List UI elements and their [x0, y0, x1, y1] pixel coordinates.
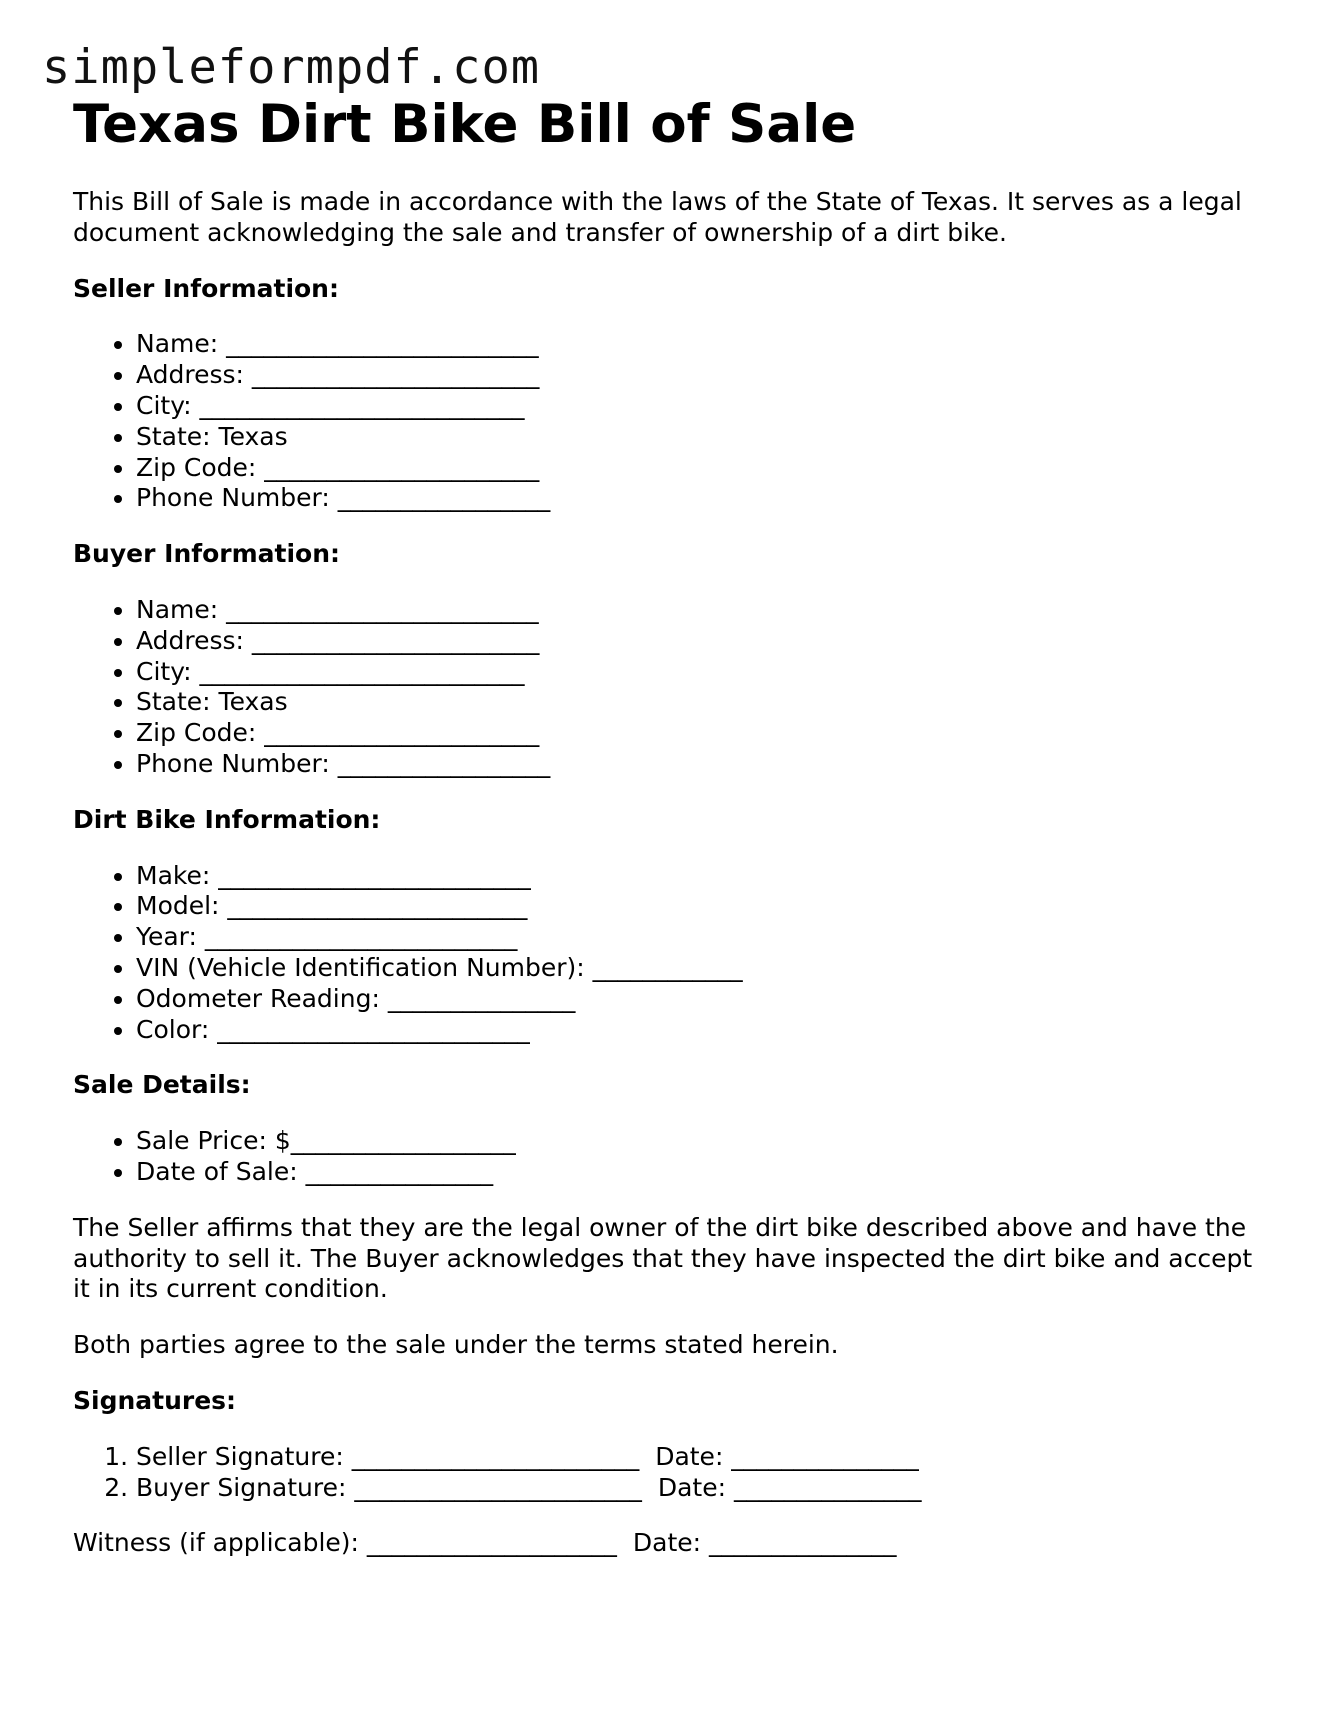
- bill-of-sale-document: [73, 92, 1253, 1559]
- bike-year-field[interactable]: • Year: _________________________: [136, 922, 1253, 953]
- seller-address-field[interactable]: • Address: _______________________: [136, 360, 1253, 391]
- seller-signature-field[interactable]: Seller Signature: _______________________: [136, 1441, 640, 1471]
- bike-heading: Dirt Bike Information:: [73, 804, 381, 834]
- witness-row: [73, 1528, 1253, 1559]
- page-title: Texas Dirt Bike Bill of Sale: [73, 94, 857, 155]
- buyer-heading: Buyer Information:: [73, 539, 341, 569]
- buyer-info-list: [73, 595, 1253, 780]
- seller-info-list: [73, 329, 1253, 514]
- bike-vin-field[interactable]: • VIN (Vehicle Identification Number): ____________: [136, 953, 1253, 984]
- seller-state-field: • State: Texas: [136, 422, 1253, 453]
- buyer-signature-date-field[interactable]: Date: _______________: [657, 1472, 922, 1502]
- seller-city-field[interactable]: • City: __________________________: [136, 391, 1253, 422]
- buyer-phone-field[interactable]: • Phone Number: _________________: [136, 749, 1253, 780]
- buyer-address-field[interactable]: • Address: _______________________: [136, 626, 1253, 657]
- witness-signature-field[interactable]: Witness (if applicable): ____________________: [73, 1528, 617, 1558]
- affirmation-paragraph: The Seller affirms that they are the legal owner of the dirt bike described above and have the authority to sell it. The Buyer acknowledges that they have inspected the dirt bike and accept it in its current condition.: [73, 1212, 1253, 1304]
- buyer-name-field[interactable]: • Name: _________________________: [136, 595, 1253, 626]
- seller-signature-row: [136, 1442, 1253, 1473]
- bike-odometer-field[interactable]: • Odometer Reading: _______________: [136, 984, 1253, 1015]
- witness-date-field[interactable]: Date: _______________: [632, 1528, 897, 1558]
- buyer-state-field: • State: Texas: [136, 687, 1253, 718]
- buyer-signature-row: [136, 1473, 1253, 1504]
- watermark: simpleformpdf.com: [42, 40, 541, 95]
- seller-signature-date-field[interactable]: Date: _______________: [655, 1441, 919, 1471]
- sale-date-field[interactable]: • Date of Sale: _______________: [136, 1157, 1253, 1188]
- sale-price-field[interactable]: • Sale Price: $__________________: [136, 1126, 1253, 1157]
- signatures-heading: Signatures:: [73, 1385, 237, 1415]
- buyer-city-field[interactable]: • City: __________________________: [136, 657, 1253, 688]
- bike-color-field[interactable]: • Color: _________________________: [136, 1015, 1253, 1046]
- seller-phone-field[interactable]: • Phone Number: _________________: [136, 483, 1253, 514]
- bike-model-field[interactable]: • Model: ________________________: [136, 891, 1253, 922]
- buyer-zip-field[interactable]: • Zip Code: ______________________: [136, 718, 1253, 749]
- intro-paragraph: This Bill of Sale is made in accordance with the laws of the State of Texas. It serves as a legal document acknowledging the sale and transfer of ownership of a dirt bike.: [73, 187, 1242, 247]
- bike-info-list: [73, 861, 1253, 1046]
- sale-heading: Sale Details:: [73, 1070, 251, 1100]
- sale-details-list: [73, 1126, 1253, 1188]
- seller-zip-field[interactable]: • Zip Code: ______________________: [136, 453, 1253, 484]
- bike-make-field[interactable]: • Make: _________________________: [136, 861, 1253, 892]
- buyer-signature-field[interactable]: Buyer Signature: _______________________: [136, 1472, 642, 1502]
- seller-name-field[interactable]: • Name: _________________________: [136, 329, 1253, 360]
- agreement-paragraph: Both parties agree to the sale under the terms stated herein.: [73, 1330, 839, 1360]
- seller-heading: Seller Information:: [73, 273, 339, 303]
- signature-list: [73, 1442, 1253, 1504]
